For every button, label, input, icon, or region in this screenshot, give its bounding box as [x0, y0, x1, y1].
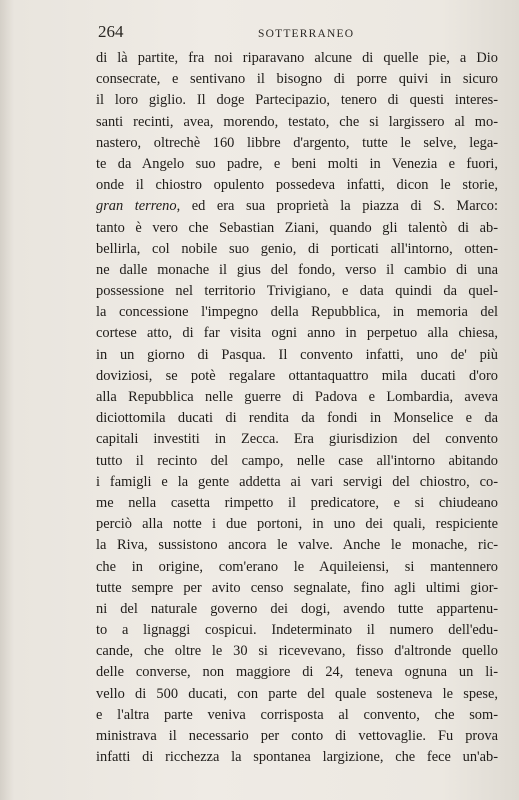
text-line: to a lignaggi cospicui. Indeterminato il numero dell'edu-	[96, 622, 498, 639]
text-line: capitali investiti in Zecca. Era giurisdizion del convento	[96, 431, 498, 448]
text-line-italic-start: gran terreno, ed era sua proprietà la piazza di S. Marco:	[96, 198, 498, 215]
text-line: in un giorno di Pasqua. Il convento infatti, uno de' più	[96, 346, 498, 363]
text-line: doviziosi, se potè regalare ottantaquattro mila ducati d'oro	[96, 367, 498, 384]
text-line: me nella casetta rimpetto il predicatore, e si chiudeano	[96, 494, 498, 511]
text-line: diciottomila ducati di rendita da fondi in Monselice e da	[96, 410, 498, 427]
text-line: bellirla, col nobile suo genio, di porticati all'intorno, otten-	[96, 240, 498, 257]
body-text	[96, 48, 498, 768]
text-line: che in origine, com'erano le Aquileiensi, si mantennero	[96, 558, 498, 575]
text-line: la Riva, sussistono ancora le valve. Anche le monache, ric-	[96, 537, 498, 554]
text-line: la concessione l'impegno della Repubblica, in memoria del	[96, 304, 498, 321]
text-line: te da Angelo suo padre, e beni molti in Venezia e fuori,	[96, 155, 498, 172]
text-line: santi recinti, avea, morendo, testato, che si largissero al mo-	[96, 113, 498, 130]
text-line: i famigli e la gente addetta ai vari servigi del chiostro, co-	[96, 473, 498, 490]
text-line: nastero, oltrechè 160 libbre d'argento, tutte le selve, lega-	[96, 134, 498, 151]
text-line: ministrava il necessario per conto di vettovaglie. Fu prova	[96, 728, 498, 744]
text-line: consecrate, e sentivano il bisogno di porre quivi in sicuro	[96, 71, 498, 88]
text-line: alla Repubblica nelle guerre di Padova e Lombardia, aveva	[96, 389, 498, 405]
text-line: onde il chiostro opulento possedeva infatti, dicon le storie,	[96, 177, 498, 194]
text-line: delle converse, non maggiore di 24, teneva ognuna un li-	[96, 664, 498, 681]
text-line: ne dalle monache il gius del fondo, verso il cambio di una	[96, 261, 498, 278]
text-line: possessione nel territorio Trivigiano, e data quindi da quel-	[96, 283, 498, 300]
text-line: cande, che oltre le 30 si ricevevano, fisso d'altronde quello	[96, 643, 498, 660]
running-title: SOTTERRANEO	[258, 28, 355, 40]
text-line: e l'altra parte veniva corrisposta al convento, che som-	[96, 706, 498, 723]
text-line: ni del naturale governo dei dogi, avendo tutte appartenu-	[96, 600, 498, 617]
text-line: il loro giglio. Il doge Partecipazio, tenero di questi interes-	[96, 92, 498, 109]
text-line: tutte sempre per avito censo segnalate, fino agli ultimi gior-	[96, 579, 498, 596]
text-line: vello di 500 ducati, con parte del quale sosteneva le spese,	[96, 685, 498, 702]
text-line: infatti di ricchezza la spontanea largizione, che fece un'ab-	[96, 749, 498, 766]
text-line: di là partite, fra noi riparavano alcune di quelle pie, a Dio	[96, 50, 498, 66]
text-line: tutto il recinto del campo, nelle case all'intorno abitando	[96, 452, 498, 469]
text-line: cortese atto, di far visita ogni anno in perpetuo alla chiesa,	[96, 325, 498, 342]
page-number: 264	[98, 22, 124, 41]
text-line: perciò alla notte i due portoni, in uno dei quali, respiciente	[96, 516, 498, 533]
text-line: tanto è vero che Sebastian Ziani, quando gli talentò di ab-	[96, 219, 498, 236]
